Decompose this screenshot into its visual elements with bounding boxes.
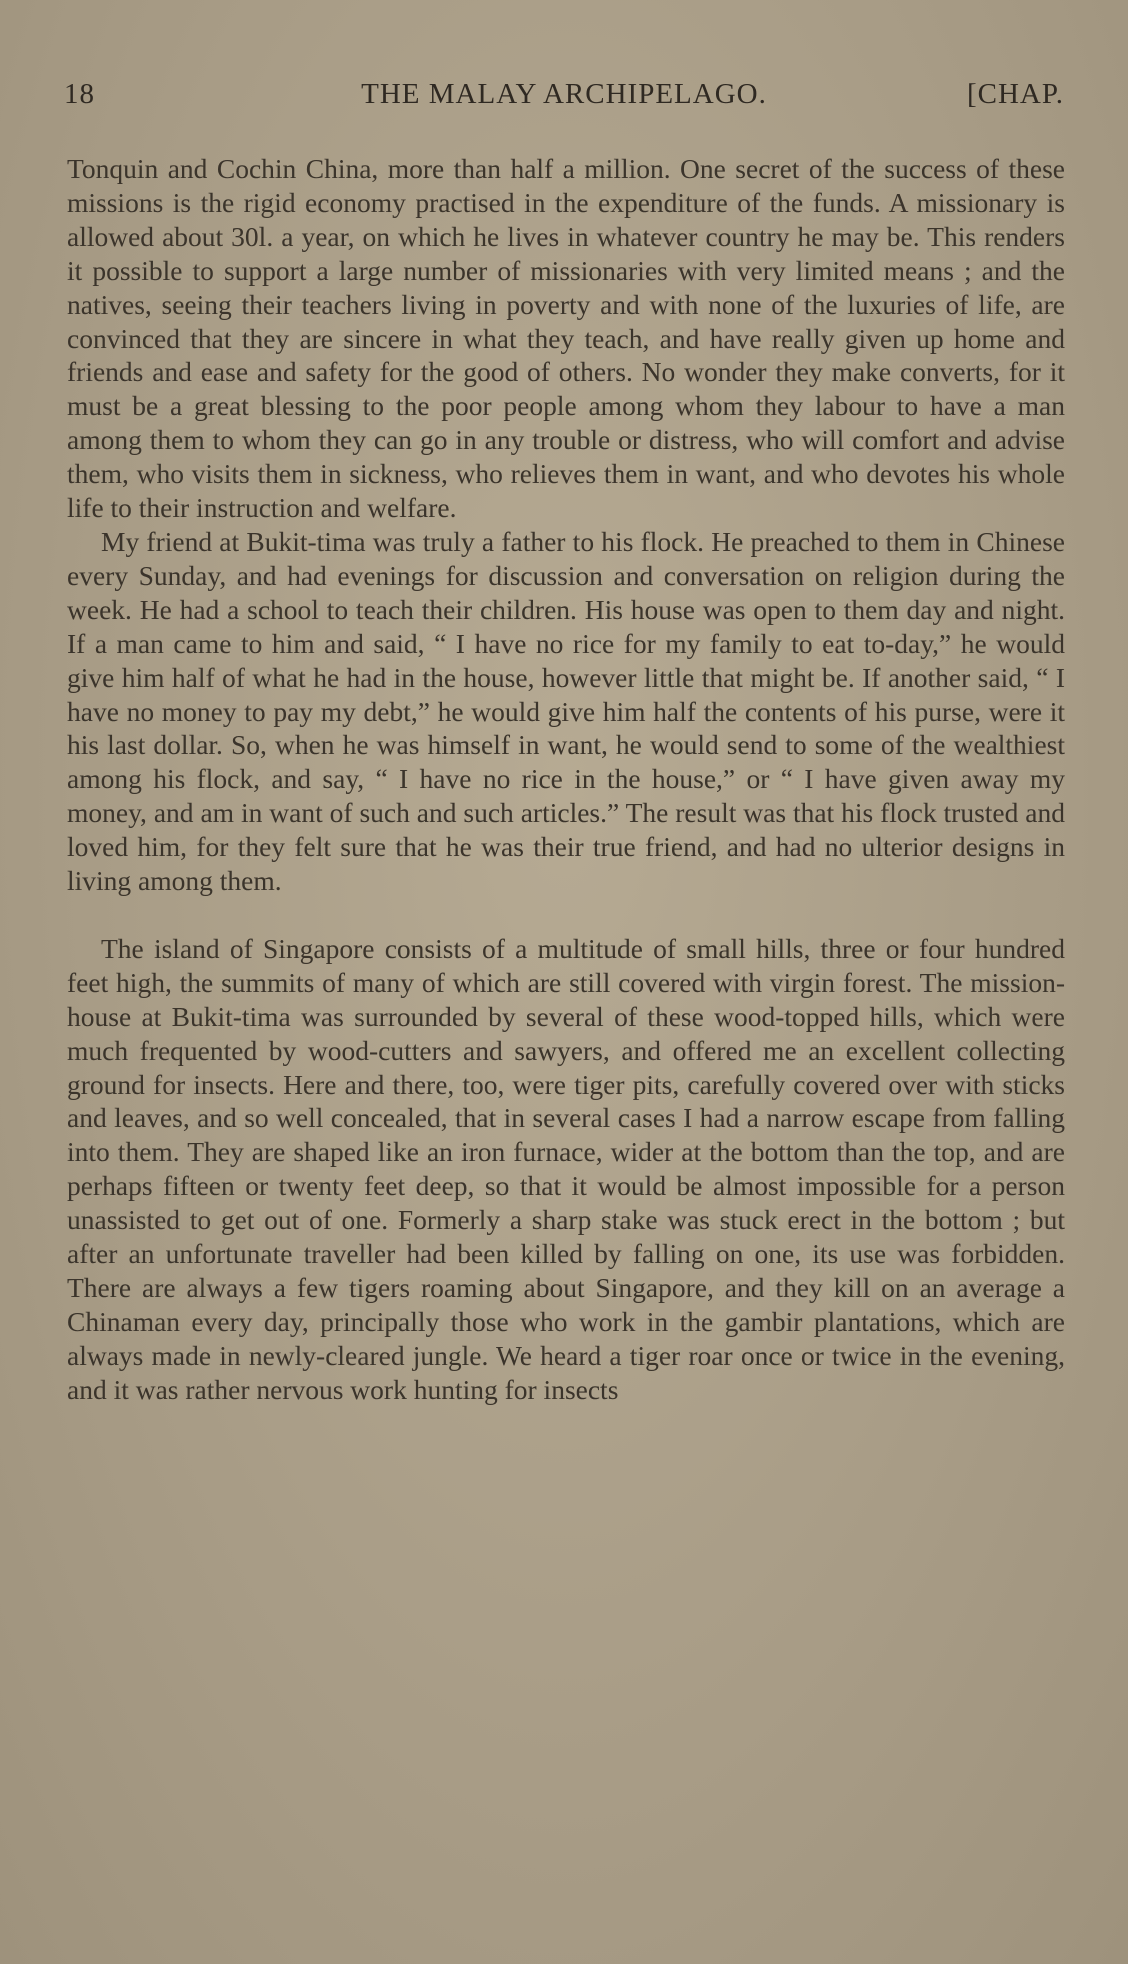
paragraph-singapore-island: The island of Singapore consists of a multitude of small hills, three or four hundred feet high, the summits of many of which are still covered with virgin forest. The mission-house at Bukit-tima was surrounded by several of these wood-topped hills, which were much frequented by wood-cutters and sawyers, and offered me an excellent collecting ground for insects. Here and there, too, were tiger pits, carefully covered over with sticks and leaves, and so well concealed, that in several cases I had a narrow escape from falling into them. They are shaped like an iron furnace, wider at the bottom than the top, and are perhaps fifteen or twenty feet deep, so that it would be almost impossible for a person unassisted to get out of one. Formerly a sharp stake was stuck erect in the bottom ; but after an unfortunate traveller had been killed by falling on one, its use was forbidden. There are always a few tigers roaming about Singapore, and they kill on an average a Chinaman every day, principally those who work in the gambir plantations, which are always made in newly-cleared jungle. We heard a tiger roar once or twice in the evening, and it was rather nervous work hunting for insects: [67, 932, 1065, 1405]
paragraph-continuation: Tonquin and Cochin China, more than half a million. One secret of the success of these missions is the rigid economy practised in the expenditure of the funds. A missionary is allowed about 30l. a year, on which he lives in whatever country he may be. This renders it possible to support a large number of missionaries with very limited means ; and the natives, seeing their teachers living in poverty and with none of the luxuries of life, are convinced that they are sincere in what they teach, and have really given up home and friends and ease and safety for the good of others. No wonder they make converts, for it must be a great blessing to the poor people among whom they labour to have a man among them to whom they can go in any trouble or distress, who will comfort and advise them, who visits them in sickness, who relieves them in want, and who devotes his whole life to their instruction and welfare.: [67, 153, 1065, 524]
body-text: [67, 152, 1065, 1407]
paragraph-bukit-tima-friend: My friend at Bukit-tima was truly a father to his flock. He preached to them in Chinese every Sunday, and had evenings for discussion and conversation on religion during the week. He had a school to teach their children. His house was open to them day and night. If a man came to him and said, “ I have no rice for my family to eat to-day,” he would give him half of what he had in the house, however little that might be. If another said, “ I have no money to pay my debt,” he would give him half the contents of his purse, were it his last dollar. So, when he was himself in want, he would send to some of the wealthiest among his flock, and say, “ I have no rice in the house,” or “ I have given away my money, and am in want of such and such articles.” The result was that his flock trusted and loved him, for they felt sure that he was their true friend, and had no ulterior designs in living among them.: [67, 525, 1065, 897]
chapter-marker: [CHAP.: [966, 78, 1064, 110]
page-number: 18: [64, 78, 95, 110]
running-head: [64, 78, 1064, 118]
book-title: THE MALAY ARCHIPELAGO.: [361, 78, 767, 110]
